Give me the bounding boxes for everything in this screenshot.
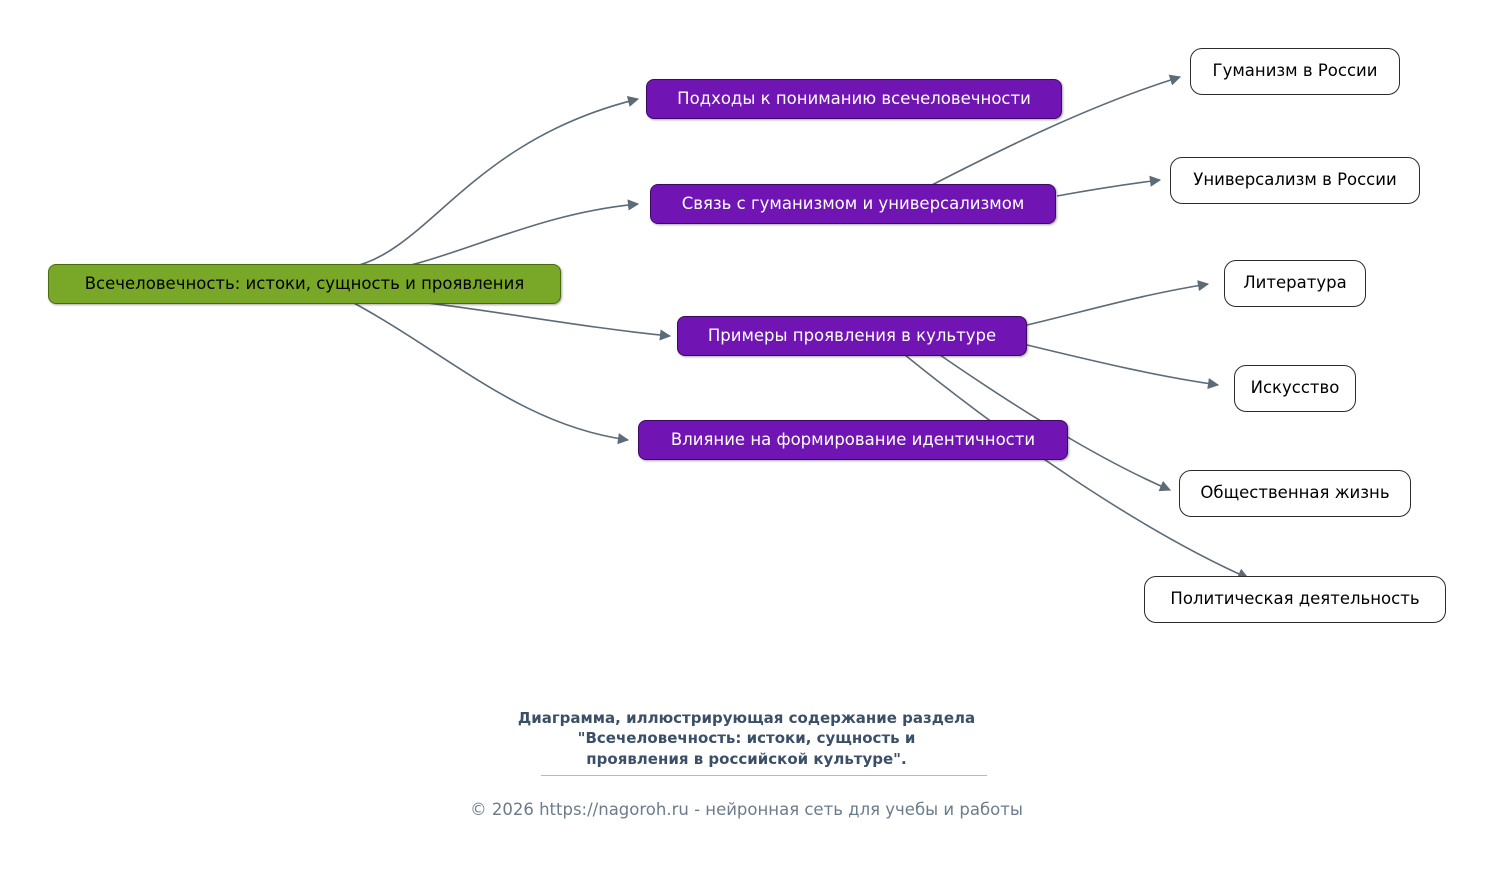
edge-culture-to-literature: [1027, 284, 1208, 325]
footer-copyright: [0, 800, 1493, 819]
node-branch-culture-examples[interactable]: [677, 316, 1027, 356]
edge-culture-to-politics: [905, 355, 1248, 578]
node-leaf-literature[interactable]: [1224, 260, 1366, 307]
node-leaf-public-life[interactable]: [1179, 470, 1411, 517]
node-branch-approaches[interactable]: [646, 79, 1062, 119]
node-branch-identity[interactable]: [638, 420, 1068, 460]
node-leaf-political-activity[interactable]: [1144, 576, 1446, 623]
caption-line-1: Диаграмма, иллюстрирующая содержание раздела: [517, 709, 976, 727]
node-leaf-political-activity-label: Политическая деятельность: [1170, 589, 1420, 609]
node-leaf-public-life-label: Общественная жизнь: [1200, 483, 1390, 503]
node-leaf-humanism-russia[interactable]: [1190, 48, 1400, 95]
caption-divider: [541, 775, 987, 776]
node-leaf-universalism-russia[interactable]: [1170, 157, 1420, 204]
edge-link-to-universalism: [1057, 180, 1160, 196]
node-root-label: Всечеловечность: истоки, сущность и проявления: [84, 273, 525, 293]
node-leaf-art[interactable]: [1234, 365, 1356, 412]
footer-text: © 2026 https://nagoroh.ru - нейронная сеть для учебы и работы: [470, 800, 1023, 819]
edge-culture-to-art: [1027, 345, 1218, 385]
node-leaf-art-label: Искусство: [1250, 378, 1340, 398]
node-root[interactable]: [48, 264, 561, 304]
node-leaf-universalism-russia-label: Универсализм в России: [1193, 170, 1397, 190]
caption-line-3: проявления в российской культуре".: [586, 749, 907, 768]
node-branch-humanism-universalism[interactable]: [650, 184, 1056, 224]
caption: [0, 708, 1493, 769]
node-branch-identity-label: Влияние на формирование идентичности: [670, 429, 1036, 449]
edge-root-to-approaches: [352, 99, 638, 267]
node-leaf-literature-label: Литература: [1243, 273, 1347, 293]
edge-root-to-identity: [352, 302, 628, 440]
node-branch-approaches-label: Подходы к пониманию всечеловечности: [677, 88, 1031, 108]
node-leaf-humanism-russia-label: Гуманизм в России: [1212, 61, 1378, 81]
node-branch-humanism-universalism-label: Связь с гуманизмом и универсализмом: [681, 193, 1025, 213]
caption-line-2: "Всечеловечность: истоки, сущность и: [577, 729, 916, 748]
node-branch-culture-examples-label: Примеры проявления в культуре: [707, 325, 997, 345]
